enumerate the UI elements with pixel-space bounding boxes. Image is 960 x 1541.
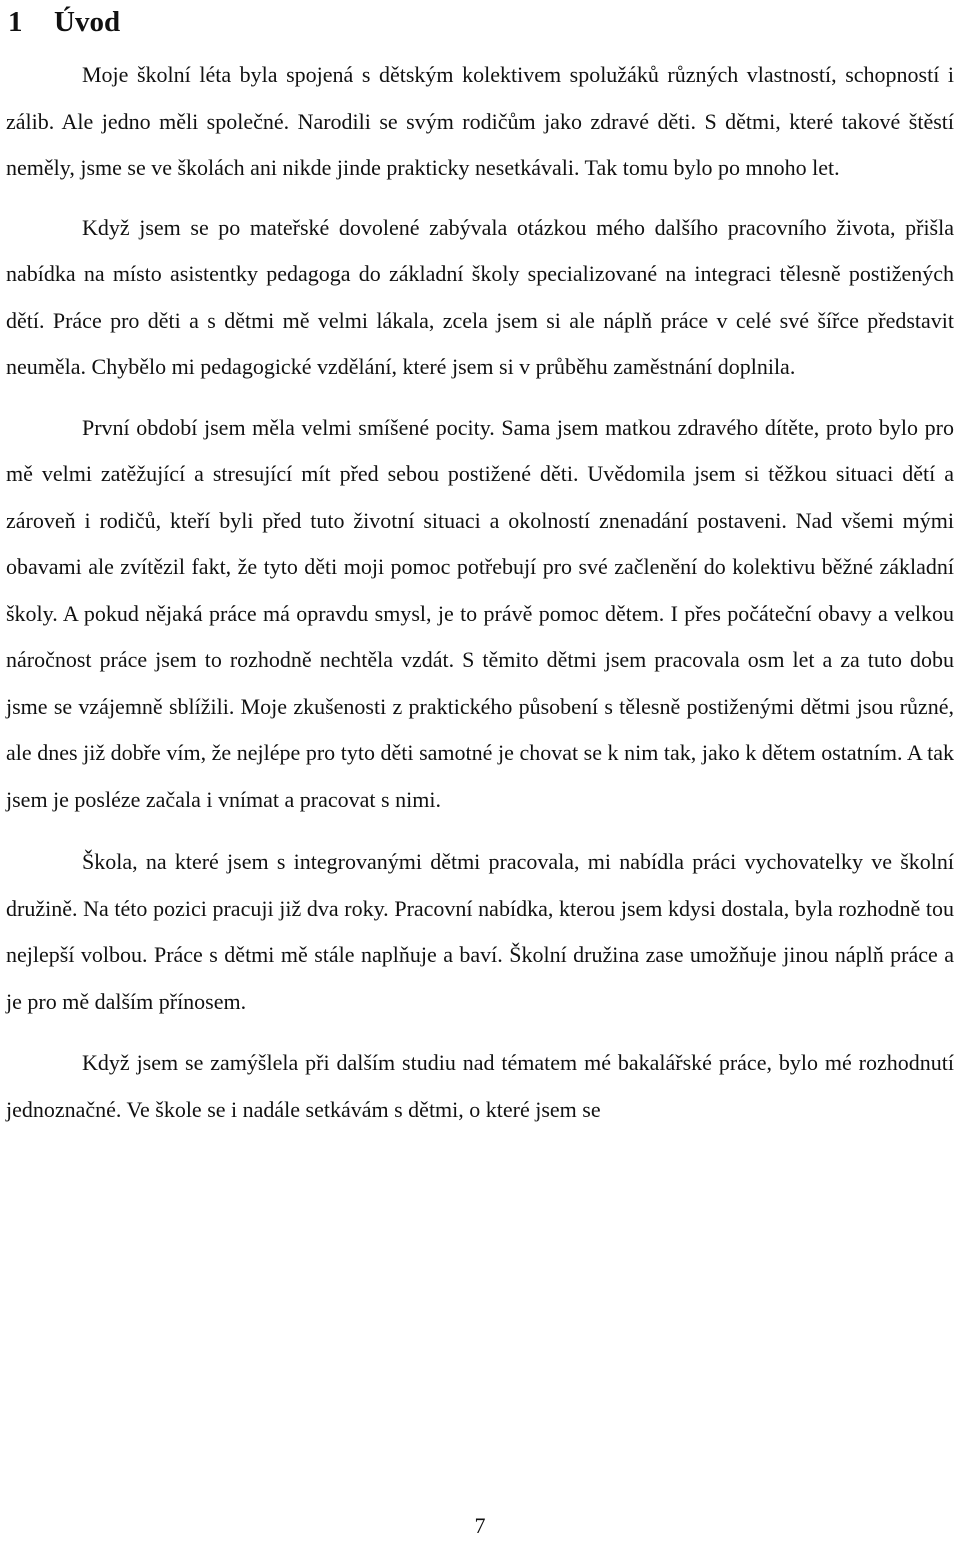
paragraph-2: Když jsem se po mateřské dovolené zabývala otázkou mého dalšího pracovního života, přišla nabídka na místo asistentky pedagoga do základní školy specializované na integraci tělesně postižených dětí. Práce pro děti a s dětmi mě velmi lákala, zcela jsem si ale náplň práce v celé své šířce představit neuměla. Chybělo mi pedagogické vzdělání, které jsem si v průběhu zaměstnání doplnila. [6, 214, 954, 379]
paragraph-1: Moje školní léta byla spojená s dětským kolektivem spolužáků různých vlastností, schopností i zálib. Ale jedno měli společné. Narodili se svým rodičům jako zdravé děti. S dětmi, které takové štěstí neměly, jsme se ve školách ani nikde jinde prakticky nesetkávali. Tak tomu bylo po mnoho let. [6, 62, 954, 180]
page-number: 7 [474, 1513, 486, 1538]
paragraph-3: První období jsem měla velmi smíšené pocity. Sama jsem matkou zdravého dítěte, proto bylo pro mě velmi zatěžující a stresující mít před sebou postižené děti. Uvědomila jsem si těžkou situaci dětí a zároveň i rodičů, kteří byli před tuto životní situaci a okolností znenadání postaveni. Nad všemi mými obavami ale zvítězil fakt, že tyto děti moji pomoc potřebují pro své začlenění do kolektivu běžné základní školy. A pokud nějaká práce má opravdu smysl, je to právě pomoc dětem. I přes počáteční obavy a velkou náročnost práce jsem to rozhodně nechtěla vzdát. S těmito dětmi jsem pracovala osm let a za tuto dobu jsme se vzájemně sblížili. Moje zkušenosti z praktického působení s tělesně postiženými dětmi jsou různé, ale dnes již dobře vím, že nejlépe pro tyto děti samotné je chovat se k nim tak, jako k dětem ostatním. A tak jsem je posléze začala i vnímat a pracovat s nimi. [6, 414, 954, 812]
section-title: Úvod [54, 6, 121, 38]
paragraph-5: Když jsem se zamýšlela při dalším studiu nad tématem mé bakalářské práce, bylo mé rozhodnutí jednoznačné. Ve škole se i nadále setkávám s dětmi, o které jsem se [6, 1050, 954, 1122]
body-text [6, 52, 954, 1133]
section-number: 1 [8, 6, 23, 38]
paragraph-4: Škola, na které jsem s integrovanými dětmi pracovala, mi nabídla práci vychovatelky ve školní družině. Na této pozici pracuji již dva roky. Pracovní nabídka, kterou jsem kdysi dostala, byla rozhodně tou nejlepší volbou. Práce s dětmi mě stále naplňuje a baví. Školní družina zase umožňuje jinou náplň práce a je pro mě dalším přínosem. [6, 849, 954, 1014]
section-heading [8, 2, 120, 42]
